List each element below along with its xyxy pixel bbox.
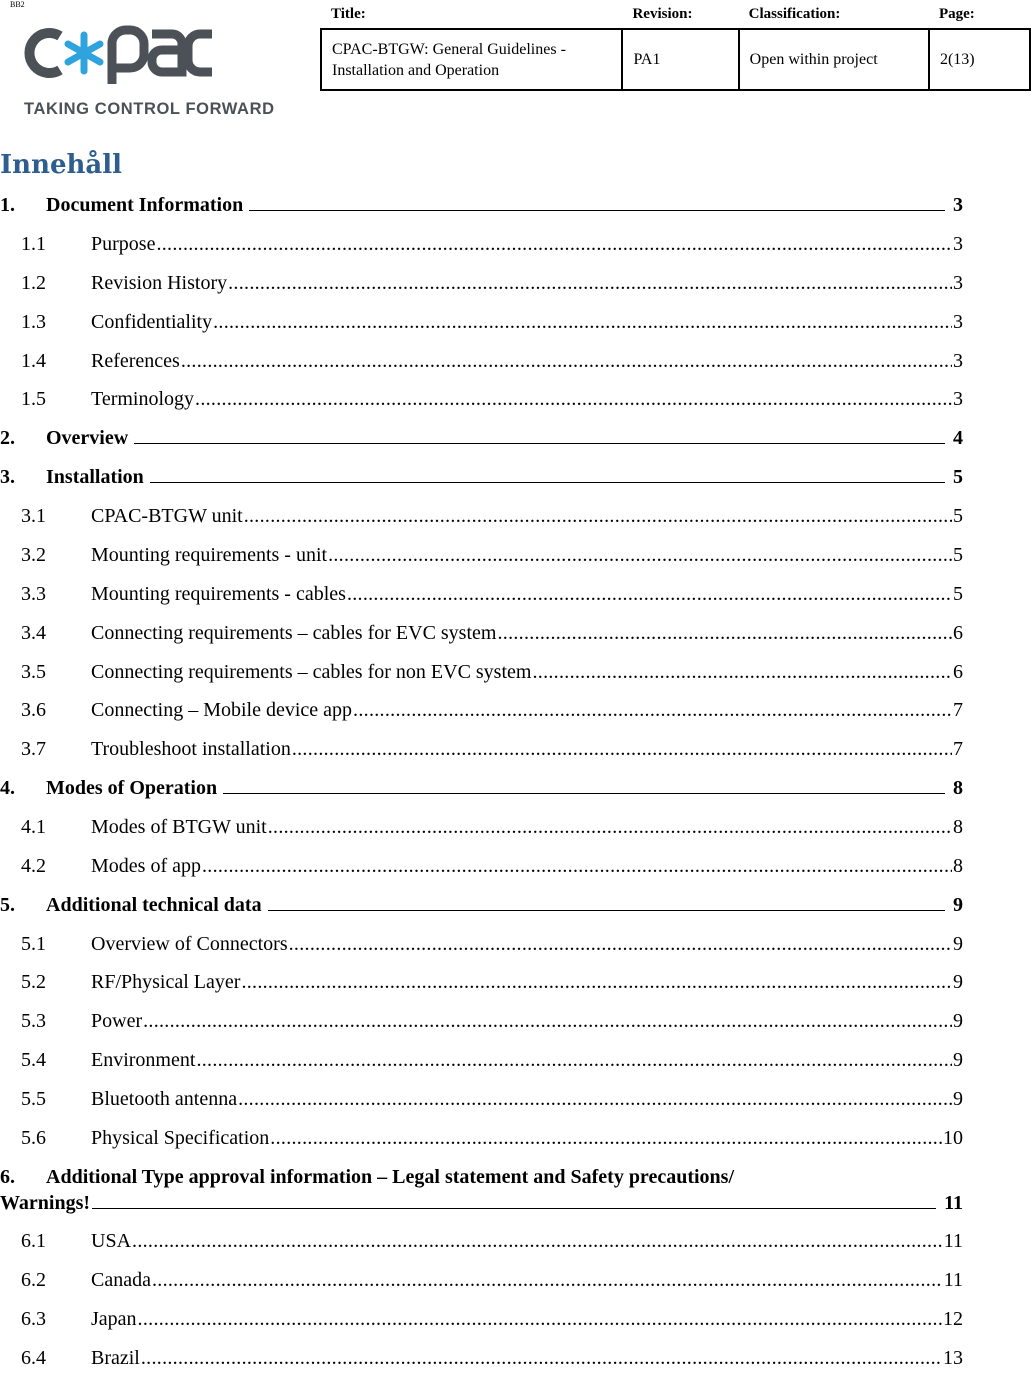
toc-entry-text: Purpose [91,233,156,255]
toc-entry-page: 3 [953,272,963,294]
toc-leader [347,581,952,607]
toc-entry-number: 4. [0,777,15,799]
toc-entry-1-5[interactable] [0,386,963,412]
document-code: BB2 [10,0,25,9]
toc-leader [353,697,952,723]
toc-entry-number: 2. [0,427,15,449]
toc-entry-number: 3.1 [21,505,46,527]
toc-entry-6-1[interactable] [0,1228,963,1254]
toc-leader [328,542,952,568]
toc-entry-number: 3. [0,466,15,488]
toc-entry-1-1[interactable] [0,231,963,257]
toc-leader [289,931,952,957]
toc-entry-5-2[interactable] [0,969,963,995]
toc-leader [195,386,952,412]
toc-entry-page: 7 [953,699,963,721]
logo-mark [22,22,212,96]
toc-leader [143,1008,952,1034]
toc-entry-number: 5.4 [21,1049,46,1071]
toc-entry-number: 6.1 [21,1230,46,1252]
toc-entry-page: 6 [953,661,963,683]
toc-entry-page: 3 [953,233,963,255]
toc-entry-page: 8 [953,816,963,838]
toc-entry-number: 5. [0,894,15,916]
toc-entry-1[interactable] [0,192,963,218]
toc-entry-page: 5 [953,583,963,605]
toc-leader [270,1125,942,1151]
toc-entry-text: Mounting requirements - cables [91,583,346,605]
toc-leader [181,348,952,374]
toc-leader [138,1306,942,1332]
toc-leader [497,620,952,646]
header-value-title: CPAC-BTGW: General Guidelines - Installation and Operation [321,29,622,90]
toc-entry-text: CPAC-BTGW unit [91,505,243,527]
toc-entry-text: Power [91,1010,143,1032]
toc-entry-text: Overview of Connectors [91,933,288,955]
toc-entry-3-1[interactable] [0,503,963,529]
toc-entry-text-continued: Warnings! [0,1192,91,1214]
header-label-classification: Classification: [748,5,841,22]
toc-entry-number: 5.6 [21,1127,46,1149]
toc-entry-page: 8 [953,855,963,877]
company-logo [22,22,275,122]
toc-entry-text: Troubleshoot installation [91,738,291,760]
toc-entry-3-5[interactable] [0,659,963,685]
toc-entry-number: 1.5 [21,388,46,410]
toc-leader [238,1086,952,1112]
header-label-revision: Revision: [632,5,693,22]
toc-entry-5-5[interactable] [0,1086,963,1112]
toc-entry-text: Mounting requirements - unit [91,544,328,566]
toc-entry-3[interactable] [0,464,963,490]
toc-entry-text: Bluetooth antenna [91,1088,238,1110]
toc-entry-page: 11 [943,1269,963,1291]
toc-entry-number: 5.5 [21,1088,46,1110]
toc-leader [532,659,952,685]
toc-entry-page: 12 [943,1308,963,1330]
toc-entry-page: 9 [953,894,963,916]
toc-entry-text: USA [91,1230,132,1252]
toc-leader [202,853,952,879]
toc-entry-5-4[interactable] [0,1047,963,1073]
toc-entry-page: 8 [953,777,963,799]
toc-entry-number: 3.6 [21,699,46,721]
toc-entry-page: 5 [953,466,963,488]
toc-entry-number: 6. [0,1166,15,1188]
toc-entry-number: 5.1 [21,933,46,955]
toc-entry-text: Connecting – Mobile device app [91,699,353,721]
toc-entry-text: Terminology [91,388,195,410]
toc-entry-text: Additional technical data [46,894,262,916]
toc-entry-5-3[interactable] [0,1008,963,1034]
toc-entry-number: 5.2 [21,971,46,993]
toc-leader [249,192,945,211]
toc-leader [241,969,952,995]
header-value-page: 2(13) [929,29,1030,90]
toc-entry-4[interactable] [0,775,963,801]
toc-entry-6[interactable] [0,1190,963,1216]
toc-entry-text: Modes of app [91,855,201,877]
toc-entry-6-4[interactable] [0,1345,963,1371]
toc-entry-text: Environment [91,1049,196,1071]
toc-entry-number: 1.3 [21,311,46,333]
toc-entry-page: 3 [953,194,963,216]
toc-entry-number: 3.2 [21,544,46,566]
toc-leader [150,464,945,483]
toc-entry-page: 11 [944,1192,963,1214]
toc-entry-5-1[interactable] [0,931,963,957]
toc-entry-page: 3 [953,388,963,410]
toc-leader [244,503,952,529]
toc-leader [213,309,952,335]
logo-tagline: TAKING CONTROL FORWARD [24,100,275,118]
toc-entry-text: Document Information [46,194,244,216]
toc-entry-5[interactable] [0,892,963,918]
toc-entry-text: Confidentiality [91,311,213,333]
toc-entry-page: 9 [953,1088,963,1110]
toc-leader [268,892,945,911]
toc-entry-5-6[interactable] [0,1125,963,1151]
toc-entry-text: Modes of BTGW unit [91,816,267,838]
toc-title: Innehåll [0,150,123,180]
toc-entry-4-2[interactable] [0,853,963,879]
toc-entry-page: 9 [953,971,963,993]
toc-entry-3-3[interactable] [0,581,963,607]
document-header-table [320,0,1031,91]
toc-entry-text: Revision History [91,272,228,294]
toc-entry-3-7[interactable] [0,736,963,762]
toc-entry-number: 6.3 [21,1308,46,1330]
toc-leader [132,1228,943,1254]
toc-entry-1-4[interactable] [0,348,963,374]
toc-entry-page: 6 [953,622,963,644]
toc-entry-page: 7 [953,738,963,760]
toc-entry-3-6[interactable] [0,697,963,723]
toc-entry-page: 3 [953,311,963,333]
toc-entry-number: 5.3 [21,1010,46,1032]
toc-entry-number: 3.4 [21,622,46,644]
toc-entry-6-2[interactable] [0,1267,963,1293]
toc-entry-4-1[interactable] [0,814,963,840]
toc-leader [268,814,952,840]
toc-entry-number: 1. [0,194,15,216]
toc-entry-text: RF/Physical Layer [91,971,241,993]
toc-entry-text: Additional Type approval information – Legal statement and Safety precautions/ [46,1166,735,1188]
toc-entry-text: Overview [46,427,129,449]
toc-entry-text: Japan [91,1308,137,1330]
toc-entry-text: Canada [91,1269,151,1291]
toc-entry-page: 9 [953,1049,963,1071]
toc-entry-text: Connecting requirements – cables for EVC system [91,622,497,644]
toc-entry-page: 4 [953,427,963,449]
toc-entry-2[interactable] [0,425,963,451]
toc-entry-text: Brazil [91,1347,140,1369]
header-value-classification: Open within project [739,29,929,90]
toc-leader [196,1047,952,1073]
toc-entry-number: 1.2 [21,272,46,294]
toc-entry-text: References [91,350,180,372]
toc-entry-number: 4.2 [21,855,46,877]
toc-leader [223,775,945,794]
toc-entry-number: 1.4 [21,350,46,372]
toc-entry-page: 9 [953,1010,963,1032]
toc-leader [156,231,952,257]
toc-entry-6-3[interactable] [0,1306,963,1332]
toc-leader [228,270,952,296]
toc-entry-page: 13 [943,1347,963,1369]
toc-entry-page: 10 [943,1127,963,1149]
toc-leader [92,1190,936,1209]
toc-entry-page: 11 [943,1230,963,1252]
toc-entry-number: 3.7 [21,738,46,760]
toc-entry-1-3[interactable] [0,309,963,335]
toc-entry-text-line1 [0,1164,734,1190]
toc-entry-page: 9 [953,933,963,955]
toc-leader [152,1267,943,1293]
toc-entry-text: Installation [46,466,144,488]
toc-entry-text: Physical Specification [91,1127,270,1149]
toc-entry-number: 3.3 [21,583,46,605]
header-label-page: Page: [938,5,975,22]
header-label-title: Title: [331,5,366,22]
toc-entry-page: 5 [953,544,963,566]
toc-leader [292,736,952,762]
toc-entry-number: 1.1 [21,233,46,255]
toc-entry-1-2[interactable] [0,270,963,296]
toc-entry-3-2[interactable] [0,542,963,568]
header-value-revision: PA1 [622,29,738,90]
toc-leader [134,425,945,444]
toc-entry-3-4[interactable] [0,620,963,646]
toc-entry-number: 6.4 [21,1347,46,1369]
toc-entry-text: Connecting requirements – cables for non EVC system [91,661,532,683]
toc-entry-text: Modes of Operation [46,777,218,799]
toc-entry-number: 4.1 [21,816,46,838]
toc-leader [141,1345,942,1371]
toc-entry-number: 3.5 [21,661,46,683]
cpac-logo-icon [22,22,212,84]
toc-entry-number: 6.2 [21,1269,46,1291]
toc-entry-page: 5 [953,505,963,527]
toc-entry-page: 3 [953,350,963,372]
